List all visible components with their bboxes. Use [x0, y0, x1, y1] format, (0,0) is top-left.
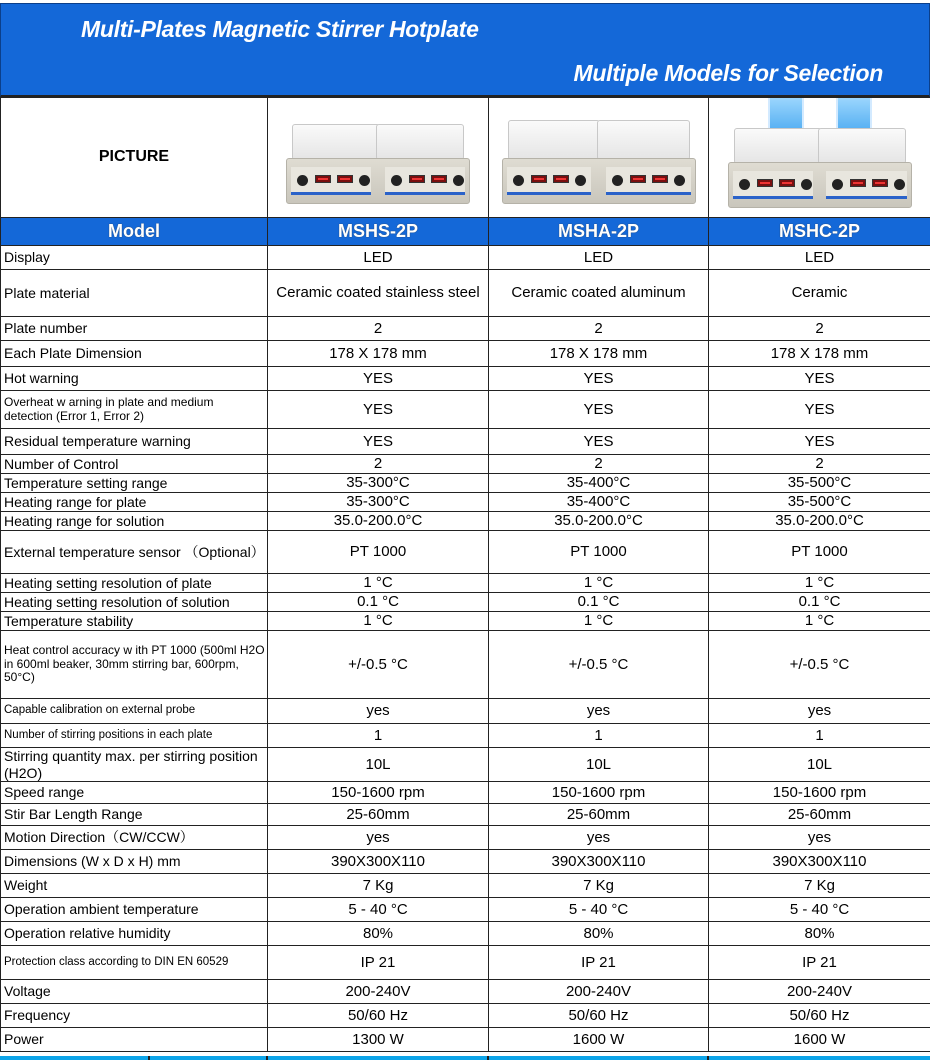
table-row: [1, 531, 930, 574]
cell-value: YES: [489, 367, 709, 391]
bottom-strip: [0, 1056, 930, 1060]
cell-value: 35-400°C: [489, 474, 709, 493]
row-label: Operation ambient temperature: [1, 898, 268, 922]
table-row: [1, 874, 930, 898]
cell-value: IP 21: [489, 946, 709, 980]
spec-table: [0, 97, 930, 1052]
cell-value: +/-0.5 °C: [268, 631, 489, 699]
cell-value: +/-0.5 °C: [489, 631, 709, 699]
cell-value: 1 °C: [268, 612, 489, 631]
page-title: Multi-Plates Magnetic Stirrer Hotplate: [81, 16, 479, 42]
row-label: Overheat w arning in plate and medium detection (Error 1, Error 2): [1, 391, 268, 429]
cell-value: 1 °C: [489, 574, 709, 593]
cell-value: 50/60 Hz: [268, 1004, 489, 1028]
table-row: [1, 922, 930, 946]
cell-value: PT 1000: [489, 531, 709, 574]
cell-value: 0.1 °C: [489, 593, 709, 612]
cell-value: 25-60mm: [268, 804, 489, 826]
row-label: Number of Control: [1, 455, 268, 474]
table-row: [1, 574, 930, 593]
cell-value: 1 °C: [489, 612, 709, 631]
cell-value: 35.0-200.0°C: [709, 512, 930, 531]
table-row: [1, 270, 930, 317]
cell-value: yes: [709, 699, 930, 724]
model-header-row: [1, 218, 930, 246]
cell-value: 10L: [709, 748, 930, 782]
cell-value: 10L: [489, 748, 709, 782]
cell-value: yes: [709, 826, 930, 850]
table-row: [1, 980, 930, 1004]
cell-value: 200-240V: [489, 980, 709, 1004]
cell-value: 0.1 °C: [709, 593, 930, 612]
cell-value: LED: [709, 246, 930, 270]
cell-value: 2: [268, 455, 489, 474]
row-label: Each Plate Dimension: [1, 341, 268, 367]
table-row: [1, 748, 930, 782]
cell-value: 35-300°C: [268, 493, 489, 512]
cell-value: YES: [709, 391, 930, 429]
row-label: Display: [1, 246, 268, 270]
model-name: MSHS-2P: [268, 218, 489, 246]
row-label: Protection class according to DIN EN 60529: [1, 946, 268, 980]
row-label: Operation relative humidity: [1, 922, 268, 946]
cell-value: 1 °C: [709, 574, 930, 593]
cell-value: 0.1 °C: [268, 593, 489, 612]
cell-value: 1 °C: [709, 612, 930, 631]
cell-value: 150-1600 rpm: [709, 782, 930, 804]
product-picture-cell: [709, 98, 930, 218]
table-row: [1, 631, 930, 699]
table-row: [1, 512, 930, 531]
cell-value: PT 1000: [268, 531, 489, 574]
row-label: Weight: [1, 874, 268, 898]
cell-value: Ceramic coated stainless steel: [268, 270, 489, 317]
cell-value: 80%: [489, 922, 709, 946]
row-label: Voltage: [1, 980, 268, 1004]
cell-value: 2: [709, 455, 930, 474]
product-picture-cell: [489, 98, 709, 218]
cell-value: 50/60 Hz: [489, 1004, 709, 1028]
cell-value: YES: [489, 429, 709, 455]
cell-value: yes: [268, 699, 489, 724]
table-row: [1, 493, 930, 512]
row-label: Residual temperature warning: [1, 429, 268, 455]
cell-value: 1600 W: [489, 1028, 709, 1052]
title-banner: [0, 3, 930, 97]
row-label: Temperature stability: [1, 612, 268, 631]
row-label: Plate number: [1, 317, 268, 341]
row-label: Dimensions (W x D x H) mm: [1, 850, 268, 874]
picture-row: [1, 98, 930, 218]
table-row: [1, 804, 930, 826]
cell-value: 35-400°C: [489, 493, 709, 512]
cell-value: 50/60 Hz: [709, 1004, 930, 1028]
table-row: [1, 1028, 930, 1052]
cell-value: 2: [709, 317, 930, 341]
cell-value: 35.0-200.0°C: [489, 512, 709, 531]
row-label: Hot warning: [1, 367, 268, 391]
row-label: Motion Direction（CW/CCW）: [1, 826, 268, 850]
cell-value: 150-1600 rpm: [489, 782, 709, 804]
cell-value: 35-300°C: [268, 474, 489, 493]
model-name: MSHA-2P: [489, 218, 709, 246]
table-row: [1, 455, 930, 474]
cell-value: LED: [268, 246, 489, 270]
cell-value: 150-1600 rpm: [268, 782, 489, 804]
row-label: Stirring quantity max. per stirring position (H2O): [1, 748, 268, 782]
hotplate-two-plates-image: [278, 106, 478, 210]
row-label: Number of stirring positions in each plate: [1, 724, 268, 748]
cell-value: 200-240V: [709, 980, 930, 1004]
cell-value: 35-500°C: [709, 493, 930, 512]
cell-value: 5 - 40 °C: [268, 898, 489, 922]
cell-value: YES: [268, 391, 489, 429]
table-row: [1, 898, 930, 922]
row-label: Heating range for solution: [1, 512, 268, 531]
cell-value: Ceramic coated aluminum: [489, 270, 709, 317]
cell-value: 10L: [268, 748, 489, 782]
table-row: [1, 474, 930, 493]
row-label: Heating setting resolution of solution: [1, 593, 268, 612]
table-row: [1, 429, 930, 455]
table-row: [1, 391, 930, 429]
cell-value: 25-60mm: [489, 804, 709, 826]
cell-value: 1 °C: [268, 574, 489, 593]
cell-value: YES: [709, 367, 930, 391]
cell-value: 5 - 40 °C: [489, 898, 709, 922]
product-picture-cell: [268, 98, 489, 218]
row-label: Temperature setting range: [1, 474, 268, 493]
cell-value: 390X300X110: [268, 850, 489, 874]
cell-value: 390X300X110: [489, 850, 709, 874]
row-label: External temperature sensor （Optional）: [1, 531, 268, 574]
cell-value: 390X300X110: [709, 850, 930, 874]
table-row: [1, 1004, 930, 1028]
row-label: Heating range for plate: [1, 493, 268, 512]
table-row: [1, 724, 930, 748]
cell-value: yes: [489, 826, 709, 850]
row-label: Capable calibration on external probe: [1, 699, 268, 724]
cell-value: 35-500°C: [709, 474, 930, 493]
cell-value: 80%: [709, 922, 930, 946]
table-row: [1, 850, 930, 874]
cell-value: IP 21: [268, 946, 489, 980]
row-label: Power: [1, 1028, 268, 1052]
cell-value: 178 X 178 mm: [709, 341, 930, 367]
table-row: [1, 699, 930, 724]
cell-value: 178 X 178 mm: [268, 341, 489, 367]
cell-value: 1: [268, 724, 489, 748]
cell-value: yes: [268, 826, 489, 850]
row-label: Heating setting resolution of plate: [1, 574, 268, 593]
cell-value: 35.0-200.0°C: [268, 512, 489, 531]
picture-label: PICTURE: [1, 98, 268, 218]
page-subtitle: Multiple Models for Selection: [573, 60, 883, 86]
row-label: Stir Bar Length Range: [1, 804, 268, 826]
cell-value: YES: [268, 429, 489, 455]
table-row: [1, 593, 930, 612]
row-label: Frequency: [1, 1004, 268, 1028]
cell-value: yes: [489, 699, 709, 724]
cell-value: Ceramic: [709, 270, 930, 317]
cell-value: 2: [489, 317, 709, 341]
table-row: [1, 612, 930, 631]
cell-value: LED: [489, 246, 709, 270]
table-row: [1, 246, 930, 270]
table-row: [1, 317, 930, 341]
cell-value: 1300 W: [268, 1028, 489, 1052]
row-label: Plate material: [1, 270, 268, 317]
cell-value: 5 - 40 °C: [709, 898, 930, 922]
hotplate-with-beakers-image: [720, 102, 920, 214]
cell-value: YES: [489, 391, 709, 429]
cell-value: 2: [489, 455, 709, 474]
cell-value: 25-60mm: [709, 804, 930, 826]
table-row: [1, 782, 930, 804]
cell-value: 200-240V: [268, 980, 489, 1004]
cell-value: 7 Kg: [268, 874, 489, 898]
cell-value: 1: [709, 724, 930, 748]
table-row: [1, 946, 930, 980]
row-label: Speed range: [1, 782, 268, 804]
cell-value: 7 Kg: [489, 874, 709, 898]
cell-value: IP 21: [709, 946, 930, 980]
row-label: Heat control accuracy w ith PT 1000 (500ml H2O in 600ml beaker, 30mm stirring bar, 600rpm, 50°C): [1, 631, 268, 699]
table-row: [1, 367, 930, 391]
cell-value: 2: [268, 317, 489, 341]
cell-value: 80%: [268, 922, 489, 946]
table-row: [1, 826, 930, 850]
model-name: MSHC-2P: [709, 218, 930, 246]
cell-value: YES: [268, 367, 489, 391]
cell-value: 1600 W: [709, 1028, 930, 1052]
cell-value: 1: [489, 724, 709, 748]
cell-value: YES: [709, 429, 930, 455]
cell-value: +/-0.5 °C: [709, 631, 930, 699]
cell-value: 178 X 178 mm: [489, 341, 709, 367]
model-header-label: Model: [1, 218, 268, 246]
table-row: [1, 341, 930, 367]
hotplate-two-plates-image: [494, 106, 704, 210]
cell-value: 7 Kg: [709, 874, 930, 898]
cell-value: PT 1000: [709, 531, 930, 574]
